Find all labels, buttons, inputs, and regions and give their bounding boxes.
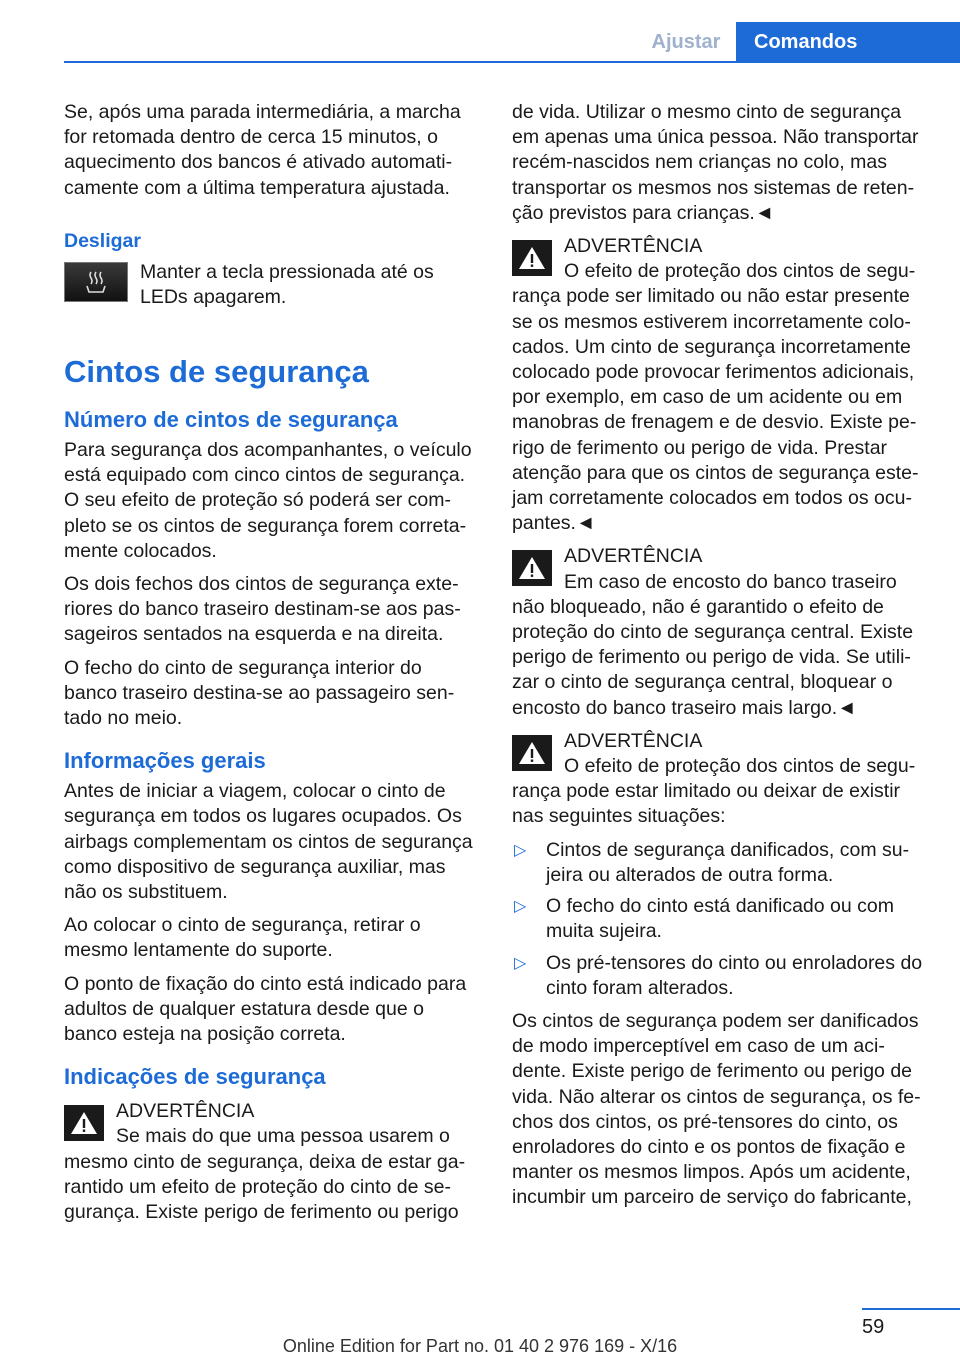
page-number: 59 (862, 1316, 885, 1338)
warning-triangle-icon (512, 240, 552, 276)
warning-triangle-icon (64, 1105, 104, 1141)
header-rule (64, 61, 960, 63)
warning-title: ADVERTÊNCIA (116, 1100, 255, 1123)
list-item-text: Cintos de segurança danificados, com sujeira ou alterados de outra forma. (546, 838, 910, 886)
situation-list (512, 838, 928, 1001)
paragraph: O fecho do cinto de segurança interior do banco traseiro destina-se ao passageiro sentado no meio. (64, 656, 455, 730)
desligar-text: Manter a tecla pressionada até os LEDs apagarem. (140, 261, 434, 309)
warning-body: Se mais do que uma pessoa usarem o mesmo cinto de segurança, deixa de estar garantido um efeito de proteção do cinto de segurança. Existe perigo de ferimento ou perigo (64, 1125, 466, 1224)
warning-triangle-icon (512, 735, 552, 771)
triangle-bullet-icon: ▷ (514, 898, 527, 916)
footer-rule (862, 1308, 960, 1310)
section-title: Cintos de segurança (64, 354, 369, 390)
list-item-text: O fecho do cinto está danificado ou com muita sujeira. (546, 895, 894, 943)
warning-block (512, 729, 928, 830)
warning-title: ADVERTÊNCIA (564, 545, 703, 568)
list-item (512, 951, 928, 1001)
paragraph: Para segurança dos acompanhantes, o veículo está equipado com cinco cintos de segurança. O seu efeito de proteção só poderá ser completo se os cintos de segurança forem corretamente colocados. (64, 439, 472, 562)
left-column (64, 100, 478, 1233)
desligar-heading: Desligar (64, 229, 141, 252)
footer-edition: Online Edition for Part no. 01 40 2 976 169 - X/16 (282, 1336, 678, 1356)
paragraph: Os cintos de segurança podem ser danificados de modo imperceptível em caso de um acidente. Existe perigo de ferimento ou perigo de vida. Não alterar os cintos de segurança, os fechos dos cintos, os pré-tensores do cinto, os enroladores do cinto e os pontos de fixação e manter os mesmos limpos. Após um acidente, incumbir um parceiro de serviço do fabricante, (512, 1009, 921, 1209)
warning-triangle-icon (512, 550, 552, 586)
warning-body: Em caso de encosto do banco traseiro não bloqueado, não é garantido o efeito de proteção do cinto de segurança central. Existe perigo de ferimento ou perigo de vida. Se utilizar o cinto de segurança central, bloquear o encosto do banco traseiro mais largo.◄ (512, 570, 914, 719)
paragraph: Antes de iniciar a viagem, colocar o cinto de segurança em todos os lugares ocupados. Os airbags complementam os cintos de segurança como dispositivo de segurança auxiliar, mas não os substituem. (64, 780, 473, 904)
warning-body: O efeito de proteção dos cintos de segurança pode ser limitado ou não estar presente se os mesmos estiverem incorretamente colocados. Um cinto de segurança incorretamente colocado pode provocar ferimentos adicionais, por exemplo, em caso de um acidente ou em manobras de frenagem e de desvio. Existe perigo de ferimento ou perigo de vida. Prestar atenção para que os cintos de segurança estejam corretamente colocados em todos os ocupantes.◄ (512, 260, 919, 535)
desligar-block (64, 260, 478, 324)
warning-title: ADVERTÊNCIA (564, 729, 703, 752)
list-item (512, 894, 928, 944)
paragraph: Os dois fechos dos cintos de segurança exteriores do banco traseiro destinam-se aos passageiros sentados na esquerda e na direita. (64, 573, 461, 646)
triangle-bullet-icon: ▷ (514, 841, 527, 859)
tab-comandos[interactable]: Comandos (736, 22, 960, 62)
warning-block (512, 544, 928, 720)
heading-informacoes: Informações gerais (64, 748, 266, 774)
seat-heating-key-icon (64, 262, 128, 302)
heading-indicacoes: Indicações de segurança (64, 1064, 326, 1090)
right-column (512, 100, 928, 1219)
triangle-bullet-icon: ▷ (514, 954, 527, 972)
warning-body: O efeito de proteção dos cintos de segurança pode estar limitado ou deixar de existir nas seguintes situações: (512, 755, 916, 828)
tab-ajustar[interactable]: Ajustar (651, 31, 721, 53)
paragraph: de vida. Utilizar o mesmo cinto de segurança em apenas uma única pessoa. Não transportar recém-nascidos nem crianças no colo, mas transportar os mesmos nos sistemas de retenção previstos para crianças.◄ (512, 101, 919, 224)
warning-title: ADVERTÊNCIA (564, 235, 703, 258)
intro-paragraph: Se, após uma parada intermediária, a marcha for retomada dentro de cerca 15 minutos, o aquecimento dos bancos é ativado automaticamente com a última temperatura ajustada. (64, 101, 461, 199)
paragraph: Ao colocar o cinto de segurança, retirar o mesmo lentamente do suporte. (64, 914, 421, 962)
warning-block (64, 1099, 478, 1225)
list-item-text: Os pré-tensores do cinto ou enroladores do cinto foram alterados. (546, 951, 923, 999)
warning-block (512, 234, 928, 536)
paragraph: O ponto de fixação do cinto está indicado para adultos de qualquer estatura desde que o banco esteja na posição correta. (64, 972, 467, 1046)
heading-numero: Número de cintos de segurança (64, 407, 398, 433)
list-item (512, 838, 928, 888)
page-header (0, 0, 960, 62)
